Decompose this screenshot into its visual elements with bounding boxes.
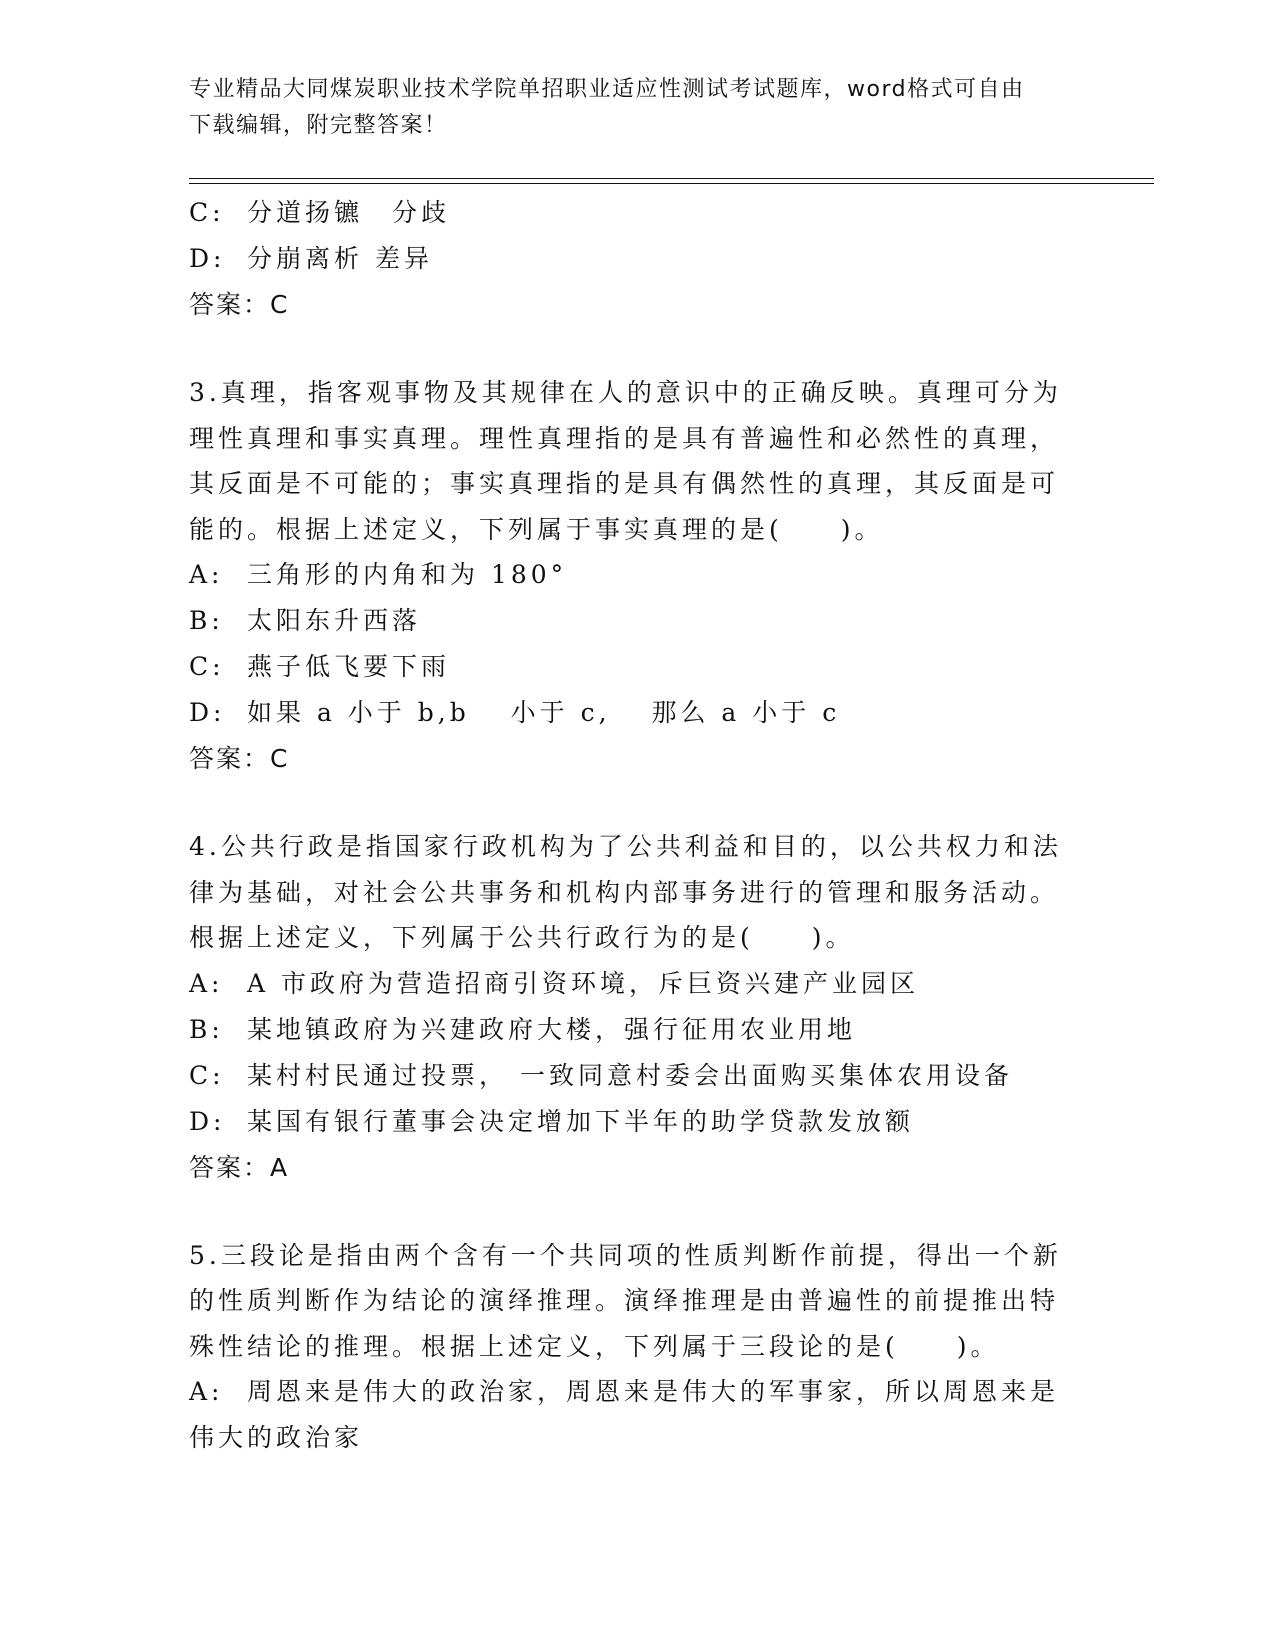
option-label: C: xyxy=(189,1060,225,1090)
option-label: B: xyxy=(189,606,224,635)
header-rule-bottom xyxy=(189,183,1154,184)
question-3 xyxy=(189,370,1069,782)
option-a-continuation: 伟大的政治家 xyxy=(189,1423,364,1452)
option-b xyxy=(189,598,1069,644)
option-text: 周恩来是伟大的政治家，周恩来是伟大的军事家，所以周恩来是 xyxy=(247,1377,1060,1406)
option-text: 如果 a 小于 b,b 小于 c, 那么 a 小于 c xyxy=(247,698,841,727)
question-text-line: 律为基础，对社会公共事务和机构内部事务进行的管理和服务活动。 xyxy=(189,877,1060,907)
document-header xyxy=(189,72,1069,144)
question-text-line: 3.真理，指客观事物及其规律在人的意识中的正确反映。真理可分为 xyxy=(189,378,1062,407)
question-text-line: 的性质判断作为结论的演绎推理。演绎推理是由普遍性的前提推出特 xyxy=(189,1286,1060,1315)
option-c xyxy=(189,1053,1069,1099)
question-text-line: 根据上述定义，下列属于公共行政行为的是( )。 xyxy=(189,923,855,952)
option-a xyxy=(189,1369,1069,1415)
option-b xyxy=(189,1007,1069,1053)
option-label: B: xyxy=(189,1014,224,1044)
question-4 xyxy=(189,824,1069,1191)
option-label: D: xyxy=(189,698,226,727)
option-d xyxy=(189,236,1069,282)
option-c xyxy=(189,190,1069,236)
option-text: 燕子低飞要下雨 xyxy=(247,652,451,681)
option-label: A: xyxy=(189,560,224,589)
question-text-line: 5.三段论是指由两个含有一个共同项的性质判断作前提，得出一个新 xyxy=(189,1240,1062,1270)
answer-line: 答案：A xyxy=(189,1152,290,1182)
option-label: A: xyxy=(189,1377,224,1406)
option-a xyxy=(189,961,1069,1007)
question-text-line: 理性真理和事实真理。理性真理指的是具有普遍性和必然性的真理， xyxy=(189,423,1060,453)
answer-line: 答案：C xyxy=(189,290,290,319)
question-5 xyxy=(189,1233,1069,1462)
option-a xyxy=(189,552,1069,598)
question-text-line: 其反面是不可能的；事实真理指的是具有偶然性的真理，其反面是可 xyxy=(189,469,1060,498)
option-label: D: xyxy=(189,1106,226,1136)
question-2-tail xyxy=(189,190,1069,328)
option-label: A: xyxy=(189,968,224,998)
question-text-line: 殊性结论的推理。根据上述定义，下列属于三段论的是( )。 xyxy=(189,1331,1000,1361)
option-label: C: xyxy=(189,652,225,681)
option-label: C: xyxy=(189,198,225,227)
document-body xyxy=(189,190,1069,1461)
header-rule-top xyxy=(189,178,1154,179)
header-line-2: 下载编辑，附完整答案！ xyxy=(189,113,448,138)
answer-line: 答案：C xyxy=(189,744,290,773)
option-c xyxy=(189,644,1069,690)
option-text: 三角形的内角和为 180° xyxy=(247,560,568,589)
option-text: 太阳东升西落 xyxy=(247,606,422,635)
option-text: 某地镇政府为兴建政府大楼，强行征用农业用地 xyxy=(247,1014,857,1044)
option-text: A 市政府为营造招商引资环境，斥巨资兴建产业园区 xyxy=(247,968,920,998)
option-text: 某国有银行董事会决定增加下半年的助学贷款发放额 xyxy=(247,1106,915,1136)
question-text-line: 能的。根据上述定义，下列属于事实真理的是( )。 xyxy=(189,514,884,544)
option-d xyxy=(189,1099,1069,1145)
question-text-line: 4.公共行政是指国家行政机构为了公共利益和目的，以公共权力和法 xyxy=(189,832,1062,861)
option-text: 某村村民通过投票， 一致同意村委会出面购买集体农用设备 xyxy=(247,1060,1013,1090)
header-line-1: 专业精品大同煤炭职业技术学院单招职业适应性测试考试题库，word格式可自由 xyxy=(189,77,1025,102)
option-text: 分崩离析 差异 xyxy=(247,244,433,273)
option-d xyxy=(189,690,1069,736)
option-text: 分道扬镳 分歧 xyxy=(247,198,451,227)
option-label: D: xyxy=(189,244,226,273)
